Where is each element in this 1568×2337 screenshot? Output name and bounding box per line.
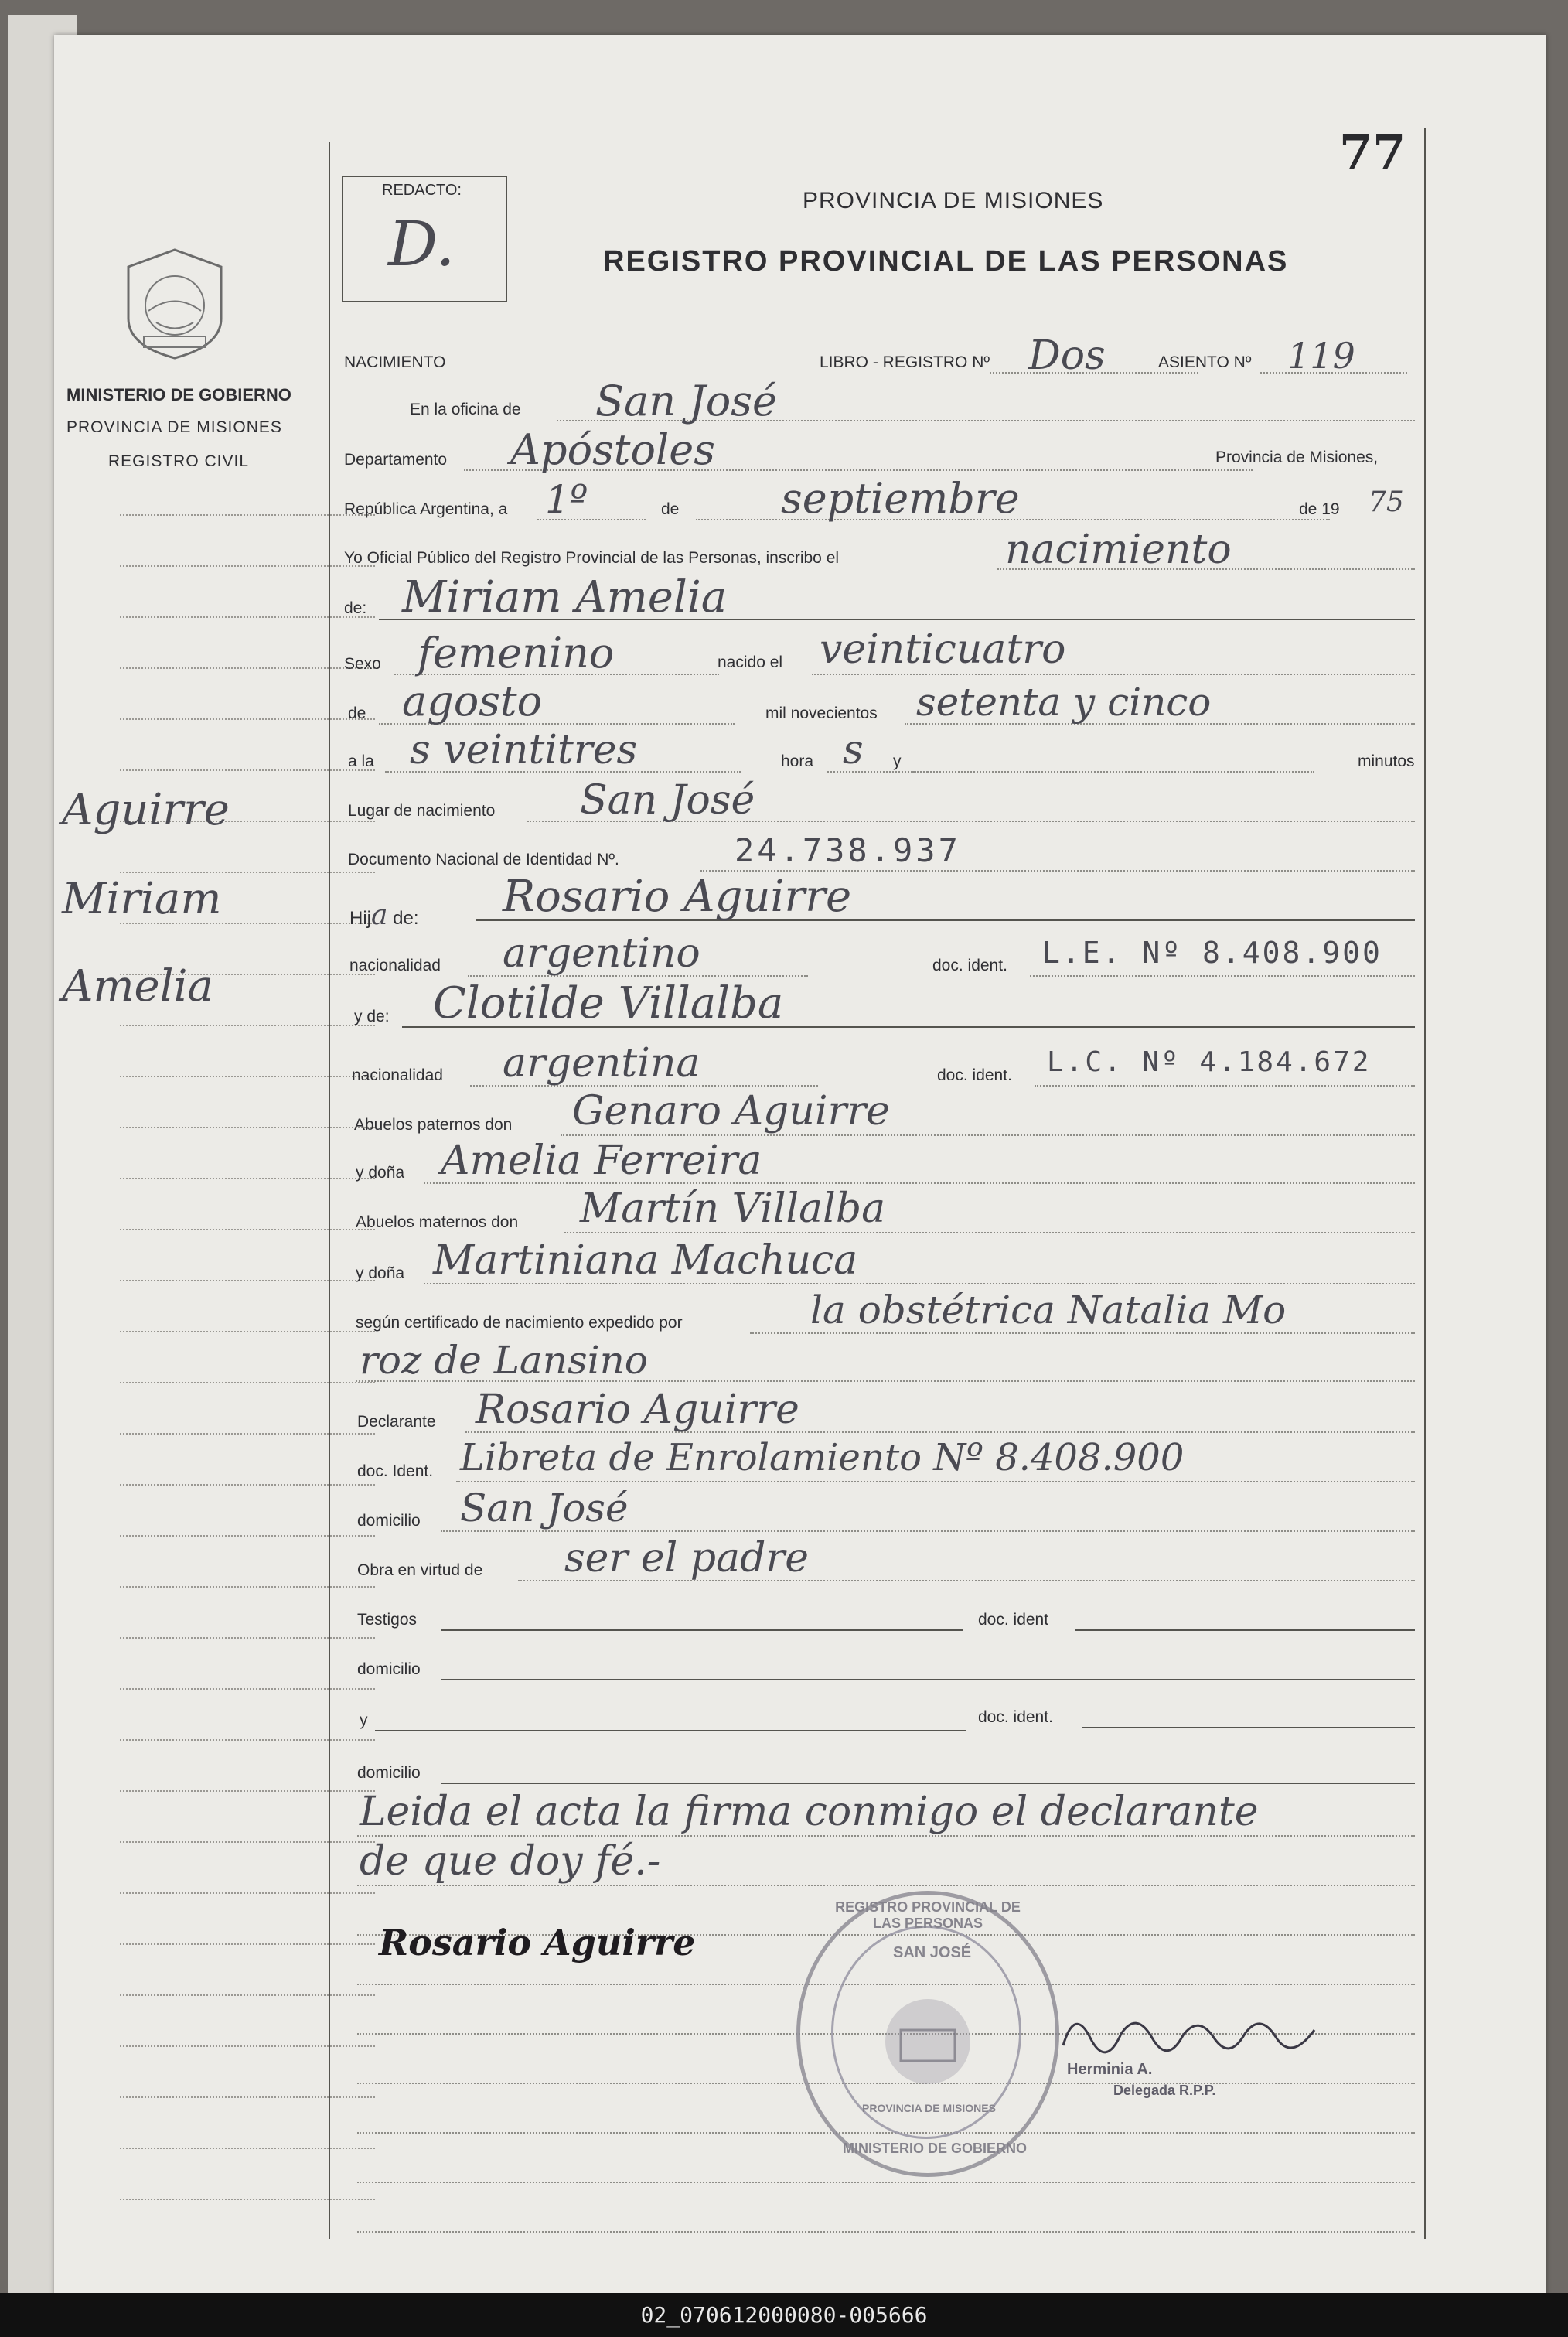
lower-rule-line: [357, 2231, 1415, 2233]
obra-value: ser el padre: [564, 1535, 809, 1581]
cert-label: según certificado de nacimiento expedido por: [356, 1314, 683, 1332]
closing2-dots: [357, 1885, 1415, 1886]
domicilio-value: San José: [460, 1486, 629, 1530]
declarante-value: Rosario Aguirre: [476, 1387, 799, 1433]
nacido-value: veinticuatro: [820, 626, 1066, 673]
abm-value: Martín Villalba: [580, 1186, 886, 1232]
ydona2-label: y doña: [356, 1264, 405, 1282]
margin-rule-line: [120, 1535, 375, 1537]
margin-rule-line: [120, 769, 375, 771]
sexo-label: Sexo: [344, 655, 381, 673]
ministry-seal: [121, 245, 229, 361]
de-label: de: [661, 500, 680, 518]
hija-suffix: a: [371, 899, 388, 931]
footer-id: 02_070612000080-005666: [0, 2293, 1568, 2337]
signature-scribble-icon: [1059, 2003, 1322, 2057]
anio-label: de 19: [1299, 500, 1340, 518]
testigos-label: Testigos: [357, 1611, 418, 1629]
abm-dots: [564, 1232, 1415, 1233]
abm-label: Abuelos maternos don: [356, 1213, 519, 1231]
lugar-label: Lugar de nacimiento: [348, 802, 496, 820]
asiento-label: ASIENTO Nº: [1158, 353, 1252, 371]
lugar-value: San José: [580, 777, 755, 824]
lower-rule-line: [357, 2182, 1415, 2183]
nacido-dots: [812, 674, 1415, 675]
declarant-signature: Rosario Aguirre: [379, 1922, 696, 1963]
oficina-label: En la oficina de: [410, 401, 521, 418]
doc1-dots: [1030, 975, 1415, 977]
domicilio-dots: [441, 1530, 1415, 1532]
yde-label: y de:: [354, 1008, 390, 1025]
margin-rule-line: [120, 1127, 375, 1128]
main-left-border: [329, 142, 330, 2239]
margin-rule-line: [120, 616, 375, 618]
abp2-value: Amelia Ferreira: [441, 1138, 762, 1184]
doc1-label: doc. ident.: [932, 957, 1007, 974]
departamento-label: Departamento: [344, 451, 448, 469]
mil-label: mil novecientos: [765, 705, 878, 722]
docident-label: doc. Ident.: [357, 1462, 434, 1480]
margin-rule-line: [120, 1841, 375, 1843]
dia-value: 1º: [545, 477, 588, 522]
margin-rule-line: [120, 1382, 375, 1383]
anio-value: 75: [1369, 486, 1404, 518]
margin-rule-line: [120, 1739, 375, 1741]
obra-label: Obra en virtud de: [357, 1561, 483, 1579]
main-right-border: [1424, 128, 1426, 2239]
official-name: Herminia A.: [1067, 2061, 1153, 2078]
nombre-value: Miriam Amelia: [402, 572, 728, 623]
docident-value: Libreta de Enrolamiento Nº 8.408.900: [460, 1436, 1185, 1479]
margin-rule-line: [120, 1025, 375, 1026]
republica-label: República Argentina, a: [344, 500, 508, 518]
margin-rule-line: [120, 565, 375, 567]
stamp-bottom: MINISTERIO DE GOBIERNO: [843, 2141, 1028, 2156]
inscribo-value: nacimiento: [1005, 527, 1232, 573]
ministry-line2: PROVINCIA DE MISIONES: [66, 418, 282, 436]
docident2-line: [1075, 1629, 1415, 1631]
padre-value: Rosario Aguirre: [503, 872, 852, 922]
margin-rule-line: [120, 2096, 375, 2098]
margin-rule-line: [120, 1076, 375, 1077]
margin-rule-line: [120, 1331, 375, 1332]
margin-rule-line: [120, 1484, 375, 1486]
margin-rule-line: [120, 2199, 375, 2200]
official-title: Delegada R.P.P.: [1113, 2083, 1216, 2098]
departamento-value: Apóstoles: [510, 425, 715, 474]
alas-value: s veintitres: [410, 727, 638, 773]
margin-rule-line: [120, 1586, 375, 1588]
doc2-value: L.C. Nº 4.184.672: [1047, 1046, 1372, 1078]
cert-dots: [750, 1332, 1415, 1334]
margin-rule-line: [120, 1943, 375, 1945]
y2-line: [375, 1730, 966, 1731]
ministry-crest-icon: [121, 245, 229, 361]
sexo-value: femenino: [418, 629, 615, 677]
margin-rule-line: [120, 514, 375, 516]
margin-rule-line: [120, 718, 375, 720]
dni-value: 24.738.937: [735, 831, 961, 869]
margin-rule-line: [120, 1790, 375, 1792]
de3-label: de: [348, 705, 366, 722]
domicilio-label: domicilio: [357, 1512, 421, 1530]
declarante-label: Declarante: [357, 1413, 436, 1431]
nombre-label: de:: [344, 599, 367, 617]
madre-value: Clotilde Villalba: [433, 978, 784, 1029]
oficial-label: Yo Oficial Público del Registro Provincial de las Personas, inscribo el: [344, 549, 840, 567]
margin-rule-line: [120, 1994, 375, 1996]
nac1-value: argentino: [503, 930, 700, 977]
nacido-mes-value: agosto: [402, 677, 543, 725]
stamp-province: PROVINCIA DE MISIONES: [862, 2102, 996, 2114]
y2-label: y: [360, 1711, 368, 1729]
closing1-dots: [357, 1835, 1415, 1837]
testigos-line: [441, 1629, 963, 1631]
y-label: y: [893, 752, 902, 770]
official-signature: [1059, 2003, 1322, 2061]
margin-surname: Aguirre: [62, 785, 230, 835]
alas-label: a la: [348, 752, 374, 770]
closing-line1: Leida el acta la firma conmigo el declarante: [360, 1789, 1259, 1835]
nacimiento-label: NACIMIENTO: [344, 353, 446, 371]
margin-rule-line: [120, 1280, 375, 1281]
margin-rule-line: [120, 2148, 375, 2149]
docident-dots: [456, 1481, 1415, 1482]
redacto-label: REDACTO:: [382, 182, 462, 199]
mil-value: setenta y cinco: [916, 680, 1212, 725]
hija-de: de:: [393, 908, 419, 929]
libro-value: Dos: [1028, 333, 1106, 379]
ministry-line1: MINISTERIO DE GOBIERNO: [66, 385, 291, 404]
margin-rule-line: [120, 1433, 375, 1435]
stamp-text: REGISTRO PROVINCIAL DE LAS PERSONAS: [835, 1899, 1021, 1931]
mes-value: septiembre: [781, 474, 1020, 523]
docident3-label: doc. ident.: [978, 1708, 1053, 1726]
abp-value: Genaro Aguirre: [572, 1088, 890, 1134]
margin-rule-line: [120, 1892, 375, 1894]
margin-second-name: Amelia: [62, 961, 213, 1012]
document-sheet: [54, 35, 1546, 2301]
registry-stamp: [796, 1891, 1059, 2177]
abp-dots: [561, 1134, 1415, 1136]
doc2-label: doc. ident.: [937, 1066, 1012, 1084]
hora-label: hora: [781, 752, 814, 770]
margin-rule-line: [120, 667, 375, 669]
margin-rule-line: [120, 1637, 375, 1639]
hija-prefix: Hij: [349, 908, 371, 929]
doc1-value: L.E. Nº 8.408.900: [1042, 936, 1382, 970]
ministry-line3: REGISTRO CIVIL: [108, 452, 250, 470]
margin-rule-line: [120, 872, 375, 873]
doc2-dots: [1035, 1085, 1415, 1087]
page-number: 77: [1339, 124, 1406, 180]
closing-line2: de que doy fé.-: [360, 1838, 661, 1885]
hora-value: s: [843, 727, 864, 773]
stamp-emblem-icon: [800, 1895, 1055, 2173]
asiento-value: 119: [1287, 335, 1355, 377]
margin-rule-line: [120, 1178, 375, 1179]
nac1-label: nacionalidad: [349, 957, 441, 974]
registry-title: REGISTRO PROVINCIAL DE LAS PERSONAS: [603, 245, 1289, 278]
abm2-value: Martiniana Machuca: [433, 1237, 858, 1284]
domicilio3-label: domicilio: [357, 1764, 421, 1782]
docident2-label: doc. ident: [978, 1611, 1049, 1629]
libro-label: LIBRO - REGISTRO Nº: [820, 353, 990, 371]
domicilio3-line: [441, 1783, 1415, 1784]
cert-value-cont: roz de Lansino: [360, 1338, 648, 1383]
margin-first-name: Miriam: [62, 874, 222, 924]
margin-rule-line: [120, 1688, 375, 1690]
docident3-line: [1082, 1727, 1415, 1728]
minutos-dots: [912, 771, 1314, 773]
margin-rule-line: [120, 1229, 375, 1230]
stamp-inner-text: SAN JOSÉ: [893, 1944, 972, 1961]
abp-label: Abuelos paternos don: [354, 1116, 513, 1134]
domicilio2-line: [441, 1679, 1415, 1680]
redacto-box: [342, 176, 507, 302]
oficina-value: San José: [595, 377, 777, 425]
ydona1-label: y doña: [356, 1164, 405, 1182]
domicilio2-label: domicilio: [357, 1660, 421, 1678]
hija-label: [349, 899, 419, 931]
province-heading: PROVINCIA DE MISIONES: [803, 188, 1104, 213]
provincia-label: Provincia de Misiones,: [1215, 449, 1379, 466]
nacido-label: nacido el: [718, 653, 783, 671]
minutos-label: minutos: [1358, 752, 1415, 770]
cert-value: la obstétrica Natalia Mo: [810, 1288, 1287, 1332]
nac2-value: argentina: [503, 1040, 700, 1087]
redacto-mark: D.: [388, 208, 455, 280]
dni-label: Documento Nacional de Identidad Nº.: [348, 851, 619, 868]
nac2-label: nacionalidad: [352, 1066, 443, 1084]
margin-rule-line: [120, 2045, 375, 2047]
